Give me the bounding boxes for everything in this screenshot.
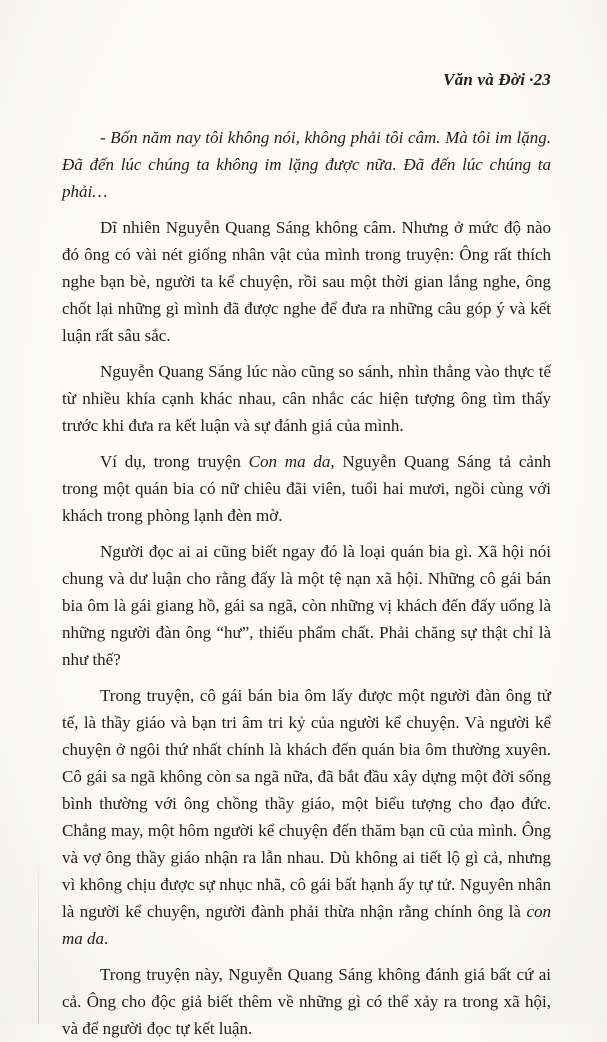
- paragraph: [62, 214, 551, 349]
- text-run: Ví dụ, trong truyện: [100, 452, 249, 471]
- italic-text-run: con ma da: [62, 902, 551, 948]
- page-content: [62, 124, 551, 1042]
- text-run: Dĩ nhiên Nguyễn Quang Sáng không câm. Nhưng ở mức độ nào đó ông có vài nét giống nhân vật của mình trong truyện: Ông rất thích nghe bạn bè, người ta kể chuyện, rồi sau một thời gian lắng nghe, ông chốt lại những gì mình đã được nghe để đưa ra những câu góp ý và kết luận rất sâu sắc.: [62, 218, 551, 345]
- text-run: Nguyễn Quang Sáng lúc nào cũng so sánh, nhìn thẳng vào thực tế từ nhiều khía cạnh khác nhau, cân nhắc các hiện tượng ông tìm thấy trước khi đưa ra kết luận và sự đánh giá của mình.: [62, 362, 551, 435]
- paragraph: [62, 961, 551, 1042]
- paragraph: [62, 124, 551, 205]
- text-run: , Nguyễn Quang Sáng tả cảnh trong một quán bia có nữ chiêu đãi viên, tuổi hai mươi, ngồi cùng với khách trong phòng lạnh đèn mờ.: [62, 452, 551, 525]
- paragraph: [62, 358, 551, 439]
- text-run: Trong truyện, cô gái bán bia ôm lấy được một người đàn ông tử tế, là thầy giáo và bạn tri âm tri kỷ của người kể chuyện. Và người kể chuyện ở ngôi thứ nhất chính là khách đến quán bia ôm thường xuyên. Cô gái sa ngã không còn sa ngã nữa, đã bắt đầu xây dựng một đời sống bình thường với ông chồng thầy giáo, một biểu tượng cho đạo đức. Chẳng may, một hôm người kể chuyện đến thăm bạn cũ của mình. Ông và vợ ông thầy giáo nhận ra lẫn nhau. Dù không ai tiết lộ gì cả, nhưng vì không chịu được sự nhục nhã, cô gái bất hạnh ấy tự tử. Nguyên nhân là người kể chuyện, người đành phải thừa nhận rằng chính ông là: [62, 686, 551, 921]
- paragraph: [62, 538, 551, 673]
- page-header: [62, 70, 551, 90]
- page-number: ·23: [529, 70, 551, 89]
- italic-text-run: - Bốn năm nay tôi không nói, không phải tôi câm. Mà tôi im lặng. Đã đến lúc chúng ta không im lặng được nữa. Đã đến lúc chúng ta phải…: [62, 128, 551, 201]
- text-run: Người đọc ai ai cũng biết ngay đó là loại quán bia gì. Xã hội nói chung và dư luận cho rằng đấy là một tệ nạn xã hội. Những cô gái bán bia ôm là gái giang hồ, gái sa ngã, còn những vị khách đến đấy uống là những người đàn ông “hư”, thiếu phẩm chất. Phải chăng sự thật chỉ là như thế?: [62, 542, 551, 669]
- text-run: Trong truyện này, Nguyễn Quang Sáng không đánh giá bất cứ ai cả. Ông cho độc giả biết thêm về những gì có thể xảy ra trong xã hội, và để người đọc tự kết luận.: [62, 965, 551, 1038]
- paragraph: [62, 682, 551, 952]
- scan-artifact-line: [38, 839, 39, 1024]
- italic-text-run: Con ma da: [248, 452, 331, 471]
- paragraph: [62, 448, 551, 529]
- text-run: .: [104, 929, 109, 948]
- running-head-title: Văn và Đời: [443, 70, 526, 89]
